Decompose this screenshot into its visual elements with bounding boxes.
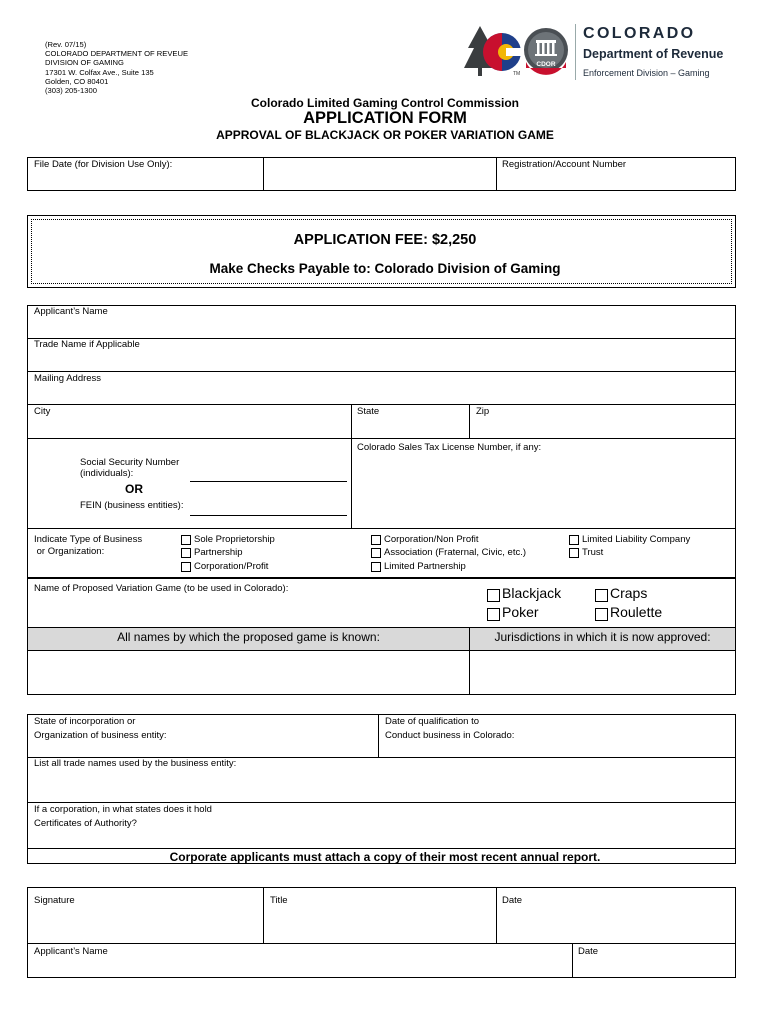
divider (496, 157, 497, 191)
file-date-label: File Date (for Division Use Only): (34, 159, 173, 170)
partnership-checkbox[interactable] (181, 548, 191, 558)
application-fee: APPLICATION FEE: $2,250 (293, 232, 477, 248)
game-names-header: All names by which the proposed game is known: (117, 630, 380, 644)
annual-report-notice: Corporate applicants must attach a copy of their most recent annual report. (169, 850, 601, 864)
jurisdictions-header: Jurisdictions in which it is now approved: (494, 630, 711, 644)
row-divider (27, 371, 736, 372)
logo-division: Enforcement Division – Gaming (583, 68, 710, 78)
or-text: OR (125, 482, 143, 496)
address-line: Golden, CO 80401 (45, 76, 109, 86)
business-type-label: Indicate Type of Business (34, 534, 143, 545)
divider (351, 438, 352, 528)
form-title: APPLICATION FORM (303, 109, 467, 127)
trade-names-field[interactable]: List all trade names used by the business entity: (34, 758, 237, 769)
craps-label: Craps (610, 585, 648, 601)
zip-field[interactable]: Zip (476, 406, 490, 417)
trust-label: Trust (582, 547, 604, 558)
business-type-label-sub: or Organization: (34, 546, 105, 557)
city-field[interactable]: City (34, 406, 51, 417)
logo-divider (575, 24, 576, 80)
file-date-field[interactable] (264, 158, 496, 190)
blackjack-label: Blackjack (502, 585, 562, 601)
llc-checkbox[interactable] (569, 535, 579, 545)
logo-state-name: COLORADO (583, 25, 696, 42)
sole-proprietorship-label: Sole Proprietorship (194, 534, 275, 545)
craps-checkbox[interactable] (595, 589, 608, 602)
corporation-profit-label: Corporation/Profit (194, 561, 269, 572)
row-divider (27, 438, 736, 439)
ssn-label: Social Security Number (80, 457, 180, 468)
divider (469, 404, 470, 438)
state-incorporation-label[interactable]: State of incorporation or (34, 716, 136, 727)
division-address (45, 40, 245, 95)
applicant-name-date-field[interactable]: Date (578, 946, 599, 957)
divider (572, 943, 573, 978)
applicant-name-field[interactable]: Applicant’s Name (34, 306, 108, 317)
game-names-field[interactable] (28, 651, 469, 694)
association-label: Association (Fraternal, Civic, etc.) (384, 547, 527, 558)
address-line: 17301 W. Colfax Ave., Suite 135 (45, 67, 154, 77)
divider (351, 404, 352, 438)
divider (496, 887, 497, 943)
colorado-dor-logo (462, 22, 728, 82)
state-field[interactable]: State (357, 406, 380, 417)
address-line: COLORADO DEPARTMENT OF REVEUE (45, 49, 189, 59)
certificates-authority-label-sub: Certificates of Authority? (34, 818, 137, 829)
ssn-label-sub: (individuals): (80, 468, 134, 479)
ssn-input-line[interactable] (190, 481, 347, 482)
svg-text:TM: TM (513, 71, 521, 77)
trust-checkbox[interactable] (569, 548, 579, 558)
proposed-game-label: Name of Proposed Variation Game (to be used in Colorado): (34, 583, 289, 594)
row-divider (27, 802, 736, 803)
llc-label: Limited Liability Company (582, 534, 691, 545)
fein-input-line[interactable] (190, 515, 347, 516)
qualification-date-label-sub: Conduct business in Colorado: (385, 730, 515, 741)
sales-tax-license-field[interactable]: Colorado Sales Tax License Number, if any: (357, 442, 542, 453)
partnership-label: Partnership (194, 547, 243, 558)
limited-partnership-checkbox[interactable] (371, 562, 381, 572)
association-checkbox[interactable] (371, 548, 381, 558)
address-line: DIVISION OF GAMING (45, 58, 124, 68)
row-divider (27, 943, 736, 944)
registration-number-field[interactable]: Registration/Account Number (502, 159, 627, 170)
trade-name-field[interactable]: Trade Name if Applicable (34, 339, 140, 350)
divider (263, 887, 264, 943)
title-field[interactable]: Title (270, 895, 288, 906)
limited-partnership-label: Limited Partnership (384, 561, 466, 572)
poker-label: Poker (502, 604, 539, 620)
signature-date-field[interactable]: Date (502, 895, 523, 906)
row-divider (27, 627, 736, 628)
roulette-checkbox[interactable] (595, 608, 608, 621)
colorado-c-tree-icon (462, 22, 574, 82)
certificates-authority-label[interactable]: If a corporation, in what states does it hold (34, 804, 212, 815)
state-incorporation-label-sub: Organization of business entity: (34, 730, 167, 741)
corporation-profit-checkbox[interactable] (181, 562, 191, 572)
qualification-date-label[interactable]: Date of qualification to (385, 716, 480, 727)
row-divider (27, 528, 736, 529)
applicant-printed-name-field[interactable]: Applicant’s Name (34, 946, 108, 957)
jurisdictions-field[interactable] (470, 651, 735, 694)
blackjack-checkbox[interactable] (487, 589, 500, 602)
form-subtitle: APPROVAL OF BLACKJACK OR POKER VARIATION GAME (216, 128, 554, 142)
svg-text:CDOR: CDOR (536, 61, 556, 68)
logo-department: Department of Revenue (583, 47, 724, 61)
address-line: (303) 205-1300 (45, 86, 97, 96)
address-line: (Rev. 07/15) (45, 40, 87, 49)
payable-to: Make Checks Payable to: Colorado Division of Gaming (209, 261, 561, 276)
sole-proprietorship-checkbox[interactable] (181, 535, 191, 545)
roulette-label: Roulette (610, 604, 663, 620)
corporation-nonprofit-checkbox[interactable] (371, 535, 381, 545)
commission-title: Colorado Limited Gaming Control Commission (250, 96, 519, 110)
divider (378, 714, 379, 757)
signature-field[interactable]: Signature (34, 895, 75, 906)
corporation-nonprofit-label: Corporation/Non Profit (384, 534, 479, 545)
mailing-address-field[interactable]: Mailing Address (34, 373, 102, 384)
row-divider (27, 404, 736, 405)
signature-section (27, 887, 736, 978)
row-divider (27, 848, 736, 849)
poker-checkbox[interactable] (487, 608, 500, 621)
fein-label: FEIN (business entities): (80, 500, 184, 511)
